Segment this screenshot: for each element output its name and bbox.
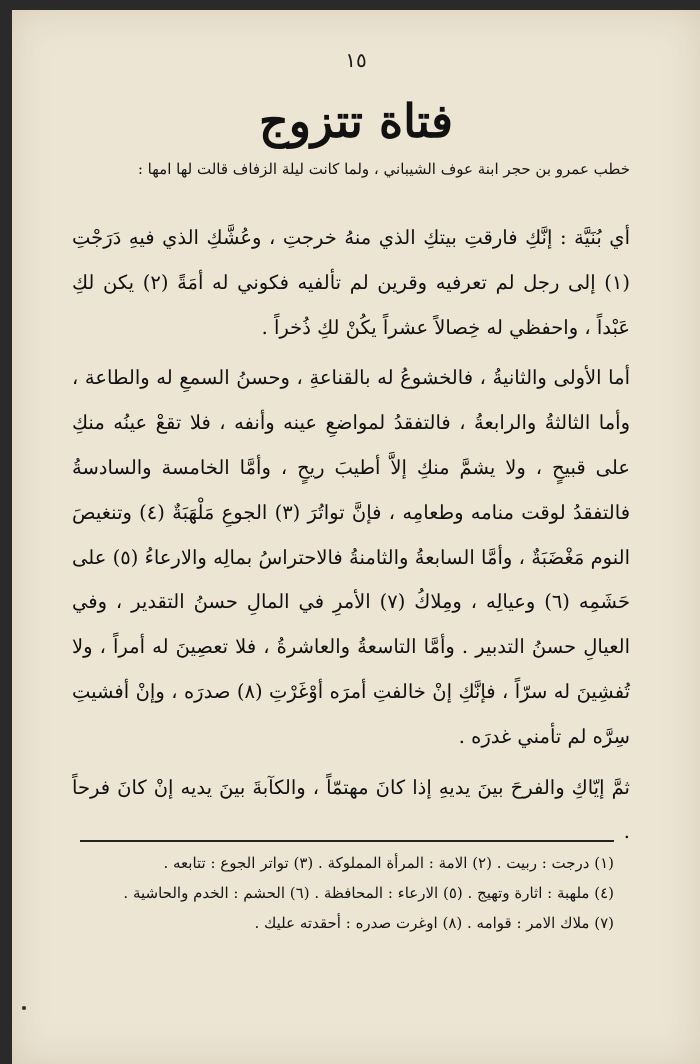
page-number: ١٥ [345, 48, 367, 72]
footnote-divider [80, 840, 614, 842]
page-title: فتاة تتزوج [259, 94, 453, 148]
body-text [72, 216, 630, 861]
footnotes [102, 848, 614, 938]
paper-speck [22, 1006, 26, 1010]
paragraph: أي بُنَيَّة : إنَّكِ فارقتِ بيتكِ الذي منهُ خرجتِ ، وعُشَّكِ الذي فيهِ دَرَجْتِ (١) إلى رجل لم تعرفيه وقرين لم تألفيه فكوني له أمَةً (٢) يكن لكِ عَبْداً ، واحفظي له خِصالاً عشراً يكُنْ لكِ ذُخراً . [72, 226, 631, 339]
intro-text: خطب عمرو بن حجر ابنة عوف الشيباني ، ولما كانت ليلة الزفاف قالت لها امها : [137, 160, 630, 178]
footnote-line: (١) درجت : ربيت . (٢) الامة : المرأة المملوكة . (٣) تواتر الجوع : تتابعه . [163, 854, 614, 872]
paragraph: أما الأولى والثانيةُ ، فالخشوعُ له بالقناعةِ ، وحسنُ السمعِ له والطاعة ، وأما الثالثةُ والرابعةُ ، فالتفقدُ لمواضعِ عينه وأنفه ، فلا تقعْ عينُه منكِ على قبيحٍ ، ولا يشمَّ منكِ إلاَّ أطيبَ ريحٍ ، وأمَّا الخامسة والسادسةُ فالتفقدُ لوقت منامه وطعامِه ، فإنَّ تواتُرَ (٣) الجوعِ مَلْهَبَةٌ (٤) وتنغيصَ النوم مَغْضَبَةٌ ، وأمَّا السابعةُ والثامنةُ فالاحتراسُ بمالِه والارعاءُ (٥) على حَشَمِه (٦) وعيالِه ، ومِلاكُ (٧) الأمرِ في المالِ حسنُ التقدير ، وفي العيالِ حسنُ التدبير . وأمَّا التاسعةُ والعاشرةُ ، فلا تعصِينَ له أمراً ، ولا تُفشِينَ له سرّاً ، فإنَّكِ إنْ خالفتِ أمرَه أوْغَرْتِ (٨) صدرَه ، وإنْ أفشيتِ سِرَّه لم تأمني غدرَه . [72, 366, 631, 748]
paragraph: ثمَّ إيّاكِ والفرحَ بينَ يديهِ إذا كانَ مهتمّاً ، والكآبةَ بينَ يديه إنْ كانَ فرحاً . [72, 775, 630, 844]
book-page [12, 10, 700, 1064]
footnote-line: (٧) ملاك الامر : قوامه . (٨) اوغرت صدره : أحقدته عليك . [254, 914, 614, 932]
footnote-line: (٤) ملهبة : اثارة وتهيج . (٥) الارعاء : المحافظة . (٦) الحشم : الخدم والحاشية . [123, 884, 614, 902]
